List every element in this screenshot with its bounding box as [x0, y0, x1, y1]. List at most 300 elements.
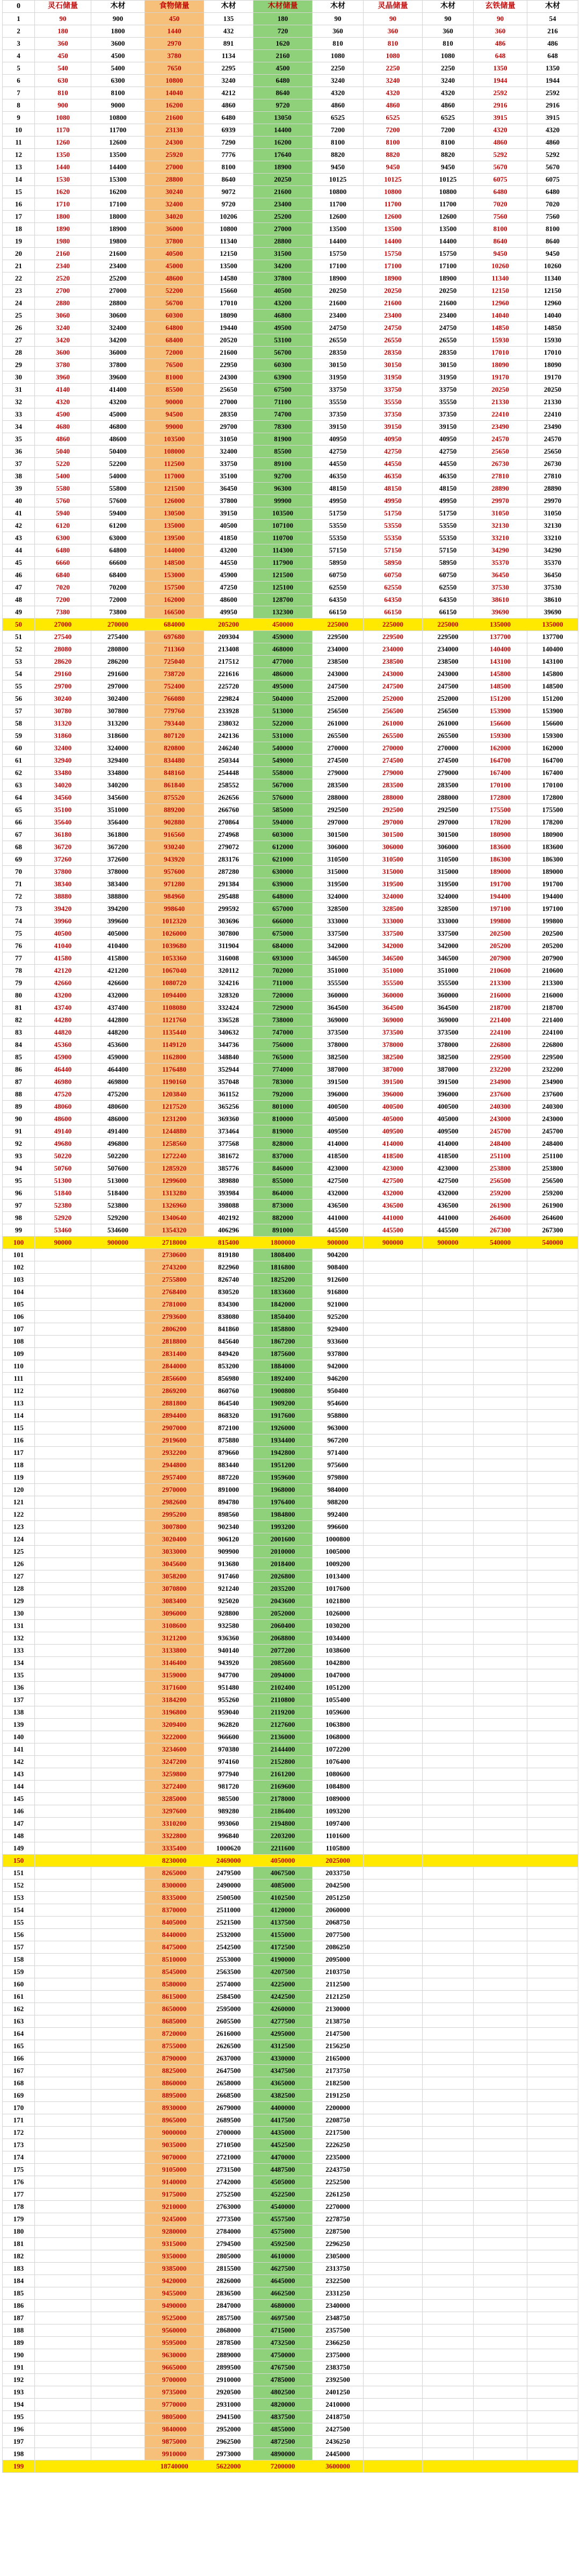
- table-cell: 7200000: [253, 2460, 313, 2473]
- table-cell: 1108080: [145, 1002, 204, 1014]
- table-row: [3, 458, 578, 470]
- table-cell: [527, 2263, 578, 2275]
- table-row: [3, 371, 578, 384]
- table-cell: 2647500: [204, 2065, 253, 2077]
- table-cell: 2919600: [145, 1434, 204, 1447]
- table-cell: [423, 2263, 474, 2275]
- table-cell: 306000: [313, 841, 364, 853]
- table-cell: 6525: [313, 112, 364, 124]
- table-cell: [527, 1991, 578, 2003]
- table-cell: [527, 1558, 578, 1570]
- table-cell: [474, 2176, 527, 2188]
- table-row: [3, 2040, 578, 2053]
- table-cell: 8100: [474, 223, 527, 235]
- table-cell: 213300: [474, 977, 527, 989]
- table-cell: [527, 2176, 578, 2188]
- table-cell: 117900: [253, 557, 313, 569]
- table-row: [3, 1298, 578, 1311]
- table-cell: 445500: [364, 1224, 423, 1237]
- table-cell: [91, 1818, 145, 1830]
- table-cell: 2068800: [253, 1632, 313, 1645]
- table-cell: 142: [3, 1756, 35, 1768]
- table-cell: 988200: [313, 1496, 364, 1509]
- table-cell: 364500: [423, 1002, 474, 1014]
- table-cell: 940140: [204, 1645, 253, 1657]
- table-cell: 14040: [145, 87, 204, 99]
- table-cell: [423, 2028, 474, 2040]
- table-cell: 1190160: [145, 1076, 204, 1088]
- table-cell: 137700: [474, 631, 527, 643]
- table-cell: 14850: [527, 322, 578, 334]
- table-row: [3, 853, 578, 866]
- table-cell: 7020: [527, 198, 578, 211]
- table-cell: 43740: [35, 1002, 91, 1014]
- table-cell: 951480: [204, 1682, 253, 1694]
- table-cell: [91, 1657, 145, 1669]
- table-cell: 979800: [313, 1472, 364, 1484]
- table-cell: [35, 1274, 91, 1286]
- table-cell: 243000: [423, 668, 474, 680]
- table-cell: 62550: [313, 582, 364, 594]
- table-cell: 153900: [474, 705, 527, 717]
- table-cell: 2857500: [204, 2312, 253, 2324]
- table-cell: 1440: [35, 161, 91, 174]
- table-cell: 140400: [527, 643, 578, 656]
- table-cell: [527, 1842, 578, 1855]
- table-cell: 2160: [35, 248, 91, 260]
- table-cell: 738720: [145, 668, 204, 680]
- table-cell: [423, 2324, 474, 2337]
- table-cell: 28350: [204, 408, 253, 421]
- table-cell: 3171600: [145, 1682, 204, 1694]
- table-cell: 4860: [474, 137, 527, 149]
- table-cell: 306000: [364, 841, 423, 853]
- table-row: [3, 2015, 578, 2028]
- table-row: [3, 1311, 578, 1323]
- table-cell: 76500: [145, 359, 204, 371]
- table-cell: 480600: [91, 1101, 145, 1113]
- table-cell: 144000: [145, 544, 204, 557]
- table-cell: 3240: [204, 75, 253, 87]
- table-row: [3, 977, 578, 989]
- table-cell: [364, 1410, 423, 1422]
- table-cell: 117: [3, 1447, 35, 1459]
- table-cell: 2730600: [145, 1249, 204, 1261]
- table-cell: [423, 2040, 474, 2053]
- table-cell: 2203200: [253, 1830, 313, 1842]
- table-cell: 60300: [253, 359, 313, 371]
- table-cell: [35, 1706, 91, 1719]
- table-cell: 2068750: [313, 1917, 364, 1929]
- table-cell: [423, 1311, 474, 1323]
- table-cell: 2773500: [204, 2213, 253, 2226]
- table-cell: 8820: [313, 149, 364, 161]
- table-cell: 120: [3, 1484, 35, 1496]
- table-cell: [91, 2114, 145, 2127]
- table-cell: 9450: [423, 161, 474, 174]
- table-cell: [91, 1842, 145, 1855]
- table-cell: [527, 2386, 578, 2399]
- table-cell: [527, 1645, 578, 1657]
- table-cell: 252000: [364, 693, 423, 705]
- table-cell: 37350: [423, 408, 474, 421]
- table-cell: 234900: [527, 1076, 578, 1088]
- table-cell: 2366250: [313, 2337, 364, 2349]
- table-cell: 20250: [474, 384, 527, 396]
- table-cell: 4662500: [253, 2287, 313, 2300]
- table-cell: [91, 1731, 145, 1743]
- table-cell: [35, 2015, 91, 2028]
- table-row: [3, 1175, 578, 1187]
- table-cell: 270000: [364, 742, 423, 755]
- table-cell: [423, 2386, 474, 2399]
- table-cell: 174: [3, 2151, 35, 2164]
- table-cell: [91, 2201, 145, 2213]
- table-cell: 3159000: [145, 1669, 204, 1682]
- table-cell: 342000: [423, 940, 474, 952]
- table-cell: [474, 1521, 527, 1533]
- table-cell: 4: [3, 50, 35, 62]
- table-cell: [527, 1682, 578, 1694]
- table-cell: 779760: [145, 705, 204, 717]
- table-cell: [364, 1818, 423, 1830]
- table-cell: 181: [3, 2238, 35, 2250]
- table-cell: 1084800: [313, 1781, 364, 1793]
- table-cell: 143100: [474, 656, 527, 668]
- table-cell: 265500: [313, 730, 364, 742]
- table-cell: 4330000: [253, 2053, 313, 2065]
- table-cell: 815400: [204, 1237, 253, 1249]
- table-cell: 830520: [204, 1286, 253, 1298]
- table-cell: 28: [3, 347, 35, 359]
- table-cell: [35, 2436, 91, 2448]
- table-cell: 92: [3, 1138, 35, 1150]
- table-cell: 1800: [35, 211, 91, 223]
- table-row: [3, 2250, 578, 2263]
- table-cell: [423, 1991, 474, 2003]
- table-cell: [35, 1818, 91, 1830]
- table-cell: 242136: [204, 730, 253, 742]
- table-cell: 20250: [527, 384, 578, 396]
- table-cell: 49950: [204, 606, 253, 619]
- table-cell: 12150: [474, 285, 527, 297]
- table-cell: 50: [3, 619, 35, 631]
- table-cell: 13: [3, 161, 35, 174]
- table-cell: 1080: [35, 112, 91, 124]
- table-cell: 1093200: [313, 1805, 364, 1818]
- table-cell: 2668500: [204, 2090, 253, 2102]
- table-cell: 17010: [527, 347, 578, 359]
- table-cell: 60: [3, 742, 35, 755]
- table-cell: 2191250: [313, 2090, 364, 2102]
- table-cell: 891000: [253, 1224, 313, 1237]
- table-row: [3, 829, 578, 841]
- table-row: [3, 668, 578, 680]
- table-cell: [527, 1941, 578, 1954]
- table-cell: 58950: [364, 557, 423, 569]
- table-cell: [35, 1719, 91, 1731]
- table-cell: 2826000: [204, 2275, 253, 2287]
- table-cell: [35, 2411, 91, 2423]
- table-cell: 409500: [364, 1125, 423, 1138]
- table-cell: 37260: [35, 853, 91, 866]
- table-cell: [91, 1781, 145, 1793]
- table-cell: [423, 1533, 474, 1546]
- table-cell: 197100: [474, 903, 527, 915]
- table-cell: 8100: [423, 137, 474, 149]
- table-cell: 10800: [91, 112, 145, 124]
- table-cell: 6075: [527, 174, 578, 186]
- table-cell: [91, 1966, 145, 1978]
- table-cell: 292500: [423, 804, 474, 816]
- table-cell: 2182500: [313, 2077, 364, 2090]
- table-cell: 409500: [423, 1125, 474, 1138]
- table-cell: 985500: [204, 1793, 253, 1805]
- table-cell: 42750: [423, 446, 474, 458]
- table-cell: 75: [3, 928, 35, 940]
- table-cell: 2689500: [204, 2114, 253, 2127]
- table-cell: 906120: [204, 1533, 253, 1546]
- table-cell: 5040: [35, 446, 91, 458]
- table-cell: 765000: [253, 1051, 313, 1064]
- table-cell: 6300: [35, 532, 91, 544]
- table-cell: [527, 1768, 578, 1781]
- table-cell: 143: [3, 1768, 35, 1781]
- table-cell: 838080: [204, 1311, 253, 1323]
- table-cell: 27000: [91, 285, 145, 297]
- table-cell: 23490: [527, 421, 578, 433]
- table-cell: 33: [3, 408, 35, 421]
- table-cell: 44550: [204, 557, 253, 569]
- table-cell: 29700: [35, 680, 91, 693]
- table-cell: 50220: [35, 1150, 91, 1163]
- table-cell: 8965000: [145, 2114, 204, 2127]
- table-cell: 1858800: [253, 1323, 313, 1336]
- table-cell: 355500: [364, 977, 423, 989]
- table-cell: 196: [3, 2423, 35, 2436]
- table-cell: 256500: [474, 1175, 527, 1187]
- table-cell: 254448: [204, 767, 253, 779]
- table-cell: [527, 1657, 578, 1669]
- table-cell: 202500: [527, 928, 578, 940]
- table-cell: 2700000: [204, 2127, 253, 2139]
- table-cell: [527, 1632, 578, 1645]
- table-cell: 40500: [253, 285, 313, 297]
- table-row: [3, 2436, 578, 2448]
- table-cell: 955260: [204, 1694, 253, 1706]
- table-cell: [423, 2312, 474, 2324]
- table-cell: [474, 1410, 527, 1422]
- table-cell: [364, 1397, 423, 1410]
- table-cell: 37350: [364, 408, 423, 421]
- table-row: [3, 408, 578, 421]
- table-cell: 385776: [204, 1163, 253, 1175]
- table-cell: 3060: [35, 310, 91, 322]
- table-cell: 20250: [364, 285, 423, 297]
- table-row: [3, 1113, 578, 1125]
- table-cell: 11340: [204, 235, 253, 248]
- table-cell: 1094400: [145, 989, 204, 1002]
- table-cell: 928800: [204, 1608, 253, 1620]
- table-cell: 13500: [313, 223, 364, 235]
- table-cell: 720: [253, 25, 313, 38]
- table-cell: 3121200: [145, 1632, 204, 1645]
- table-cell: 738000: [253, 1014, 313, 1027]
- table-cell: 421200: [91, 965, 145, 977]
- table-cell: [35, 2250, 91, 2263]
- table-cell: 152: [3, 1879, 35, 1892]
- table-row: [3, 186, 578, 198]
- table-cell: 224100: [474, 1027, 527, 1039]
- table-cell: 4102500: [253, 1892, 313, 1904]
- table-cell: [527, 1348, 578, 1360]
- table-cell: 288000: [423, 792, 474, 804]
- table-cell: 436500: [423, 1200, 474, 1212]
- table-cell: 2243750: [313, 2164, 364, 2176]
- table-cell: [91, 2127, 145, 2139]
- table-cell: [474, 1818, 527, 1830]
- table-cell: 340200: [91, 779, 145, 792]
- table-cell: [423, 2176, 474, 2188]
- table-cell: 2894400: [145, 1410, 204, 1422]
- table-cell: [474, 2362, 527, 2374]
- table-cell: 415800: [91, 952, 145, 965]
- table-cell: [35, 2176, 91, 2188]
- table-cell: 192: [3, 2374, 35, 2386]
- table-cell: 2169600: [253, 1781, 313, 1793]
- table-cell: [35, 1941, 91, 1954]
- table-cell: [35, 1348, 91, 1360]
- table-row: [3, 989, 578, 1002]
- table-cell: 1354320: [145, 1224, 204, 1237]
- table-row: [3, 1014, 578, 1027]
- table-cell: 3058200: [145, 1570, 204, 1583]
- table-cell: 88: [3, 1088, 35, 1101]
- table-cell: 8100: [204, 161, 253, 174]
- table-cell: 32: [3, 396, 35, 408]
- table-cell: [91, 2399, 145, 2411]
- table-cell: 998640: [145, 903, 204, 915]
- table-row: [3, 1719, 578, 1731]
- table-cell: [527, 2460, 578, 2473]
- table-cell: 17100: [313, 260, 364, 272]
- header-row: [3, 1, 578, 13]
- table-cell: [423, 2300, 474, 2312]
- table-cell: 2521500: [204, 1917, 253, 1929]
- table-cell: 9595000: [145, 2337, 204, 2349]
- header-cell-spirit-crystal-capacity: 灵晶储量: [364, 1, 423, 13]
- table-cell: 8440000: [145, 1929, 204, 1941]
- table-cell: [35, 2275, 91, 2287]
- table-cell: 21600: [364, 297, 423, 310]
- table-cell: 621000: [253, 853, 313, 866]
- table-cell: 702000: [253, 965, 313, 977]
- table-row: [3, 1570, 578, 1583]
- table-cell: 612000: [253, 841, 313, 853]
- table-cell: 4785000: [253, 2374, 313, 2386]
- table-cell: 34290: [474, 544, 527, 557]
- table-row: [3, 99, 578, 112]
- table-cell: [527, 1669, 578, 1682]
- table-cell: 5760: [35, 495, 91, 507]
- table-cell: 426600: [91, 977, 145, 989]
- table-row: [3, 903, 578, 915]
- table-cell: 1000800: [313, 1533, 364, 1546]
- table-cell: 197: [3, 2436, 35, 2448]
- table-cell: 270000: [313, 742, 364, 755]
- table-cell: 25200: [253, 211, 313, 223]
- table-cell: [527, 1274, 578, 1286]
- table-cell: 3020400: [145, 1533, 204, 1546]
- table-cell: 5400: [91, 62, 145, 75]
- table-cell: 398088: [204, 1200, 253, 1212]
- table-cell: 1038600: [313, 1645, 364, 1657]
- table-cell: 346500: [313, 952, 364, 965]
- table-cell: [474, 2448, 527, 2460]
- table-cell: 513000: [253, 705, 313, 717]
- table-cell: 279072: [204, 841, 253, 853]
- table-cell: [364, 1694, 423, 1706]
- header-cell-food-capacity: 食物储量: [145, 1, 204, 13]
- table-cell: [35, 1546, 91, 1558]
- table-cell: 205200: [204, 619, 253, 631]
- table-cell: 2147500: [313, 2028, 364, 2040]
- table-cell: [474, 2349, 527, 2362]
- table-cell: [35, 1917, 91, 1929]
- table-row: [3, 2460, 578, 2473]
- table-cell: [527, 1286, 578, 1298]
- table-cell: 90: [313, 13, 364, 25]
- table-cell: 8825000: [145, 2065, 204, 2077]
- table-cell: 3146400: [145, 1657, 204, 1669]
- table-cell: 199: [3, 2460, 35, 2473]
- table-row: [3, 1595, 578, 1608]
- table-cell: 35550: [313, 396, 364, 408]
- table-cell: 4855000: [253, 2423, 313, 2436]
- table-cell: 2042500: [313, 1879, 364, 1892]
- table-row: [3, 2411, 578, 2423]
- table-cell: 2542500: [204, 1941, 253, 1954]
- table-cell: 2161200: [253, 1768, 313, 1781]
- table-cell: [527, 1793, 578, 1805]
- table-cell: [91, 1533, 145, 1546]
- table-cell: 135: [3, 1669, 35, 1682]
- header-cell-wood-cost: 木材: [423, 1, 474, 13]
- table-cell: [91, 2065, 145, 2077]
- table-cell: 834480: [145, 755, 204, 767]
- table-row: [3, 1150, 578, 1163]
- table-cell: 36450: [474, 569, 527, 582]
- table-cell: 107: [3, 1323, 35, 1336]
- table-cell: 1013400: [313, 1570, 364, 1583]
- table-cell: [474, 1743, 527, 1756]
- table-cell: [423, 2151, 474, 2164]
- table-cell: 39: [3, 483, 35, 495]
- table-cell: [364, 1620, 423, 1632]
- table-cell: 792000: [253, 1088, 313, 1101]
- table-cell: 117000: [145, 470, 204, 483]
- table-cell: 3322800: [145, 1830, 204, 1842]
- table-cell: 828000: [253, 1138, 313, 1150]
- table-cell: 1934400: [253, 1434, 313, 1447]
- table-cell: 8640: [527, 235, 578, 248]
- table-cell: 42120: [35, 965, 91, 977]
- table-cell: 9720: [253, 99, 313, 112]
- table-cell: [35, 1929, 91, 1941]
- table-cell: 963000: [313, 1422, 364, 1434]
- table-cell: 33210: [474, 532, 527, 544]
- table-cell: [91, 1719, 145, 1731]
